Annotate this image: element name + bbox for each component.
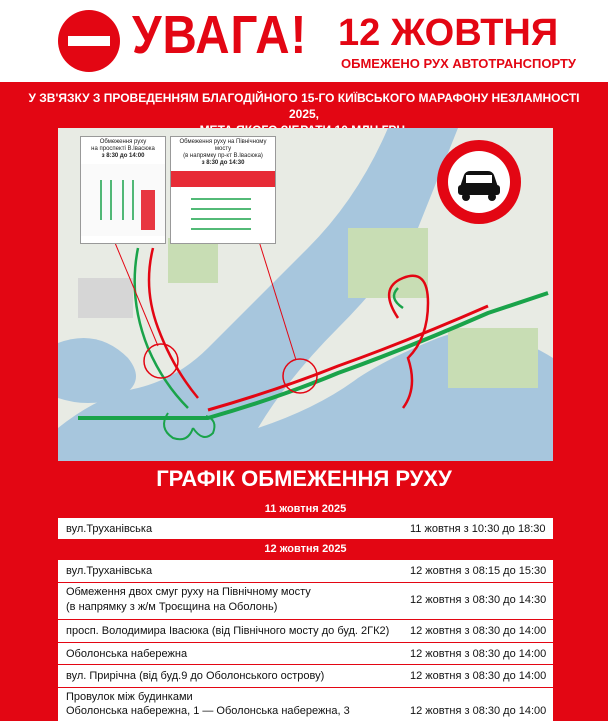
row-place-2: Оболонська набережна, 1 — Оболонська набережна, 3: [66, 705, 350, 717]
inset-ivasyuka-diagram: [81, 160, 165, 236]
table-row: [58, 688, 553, 721]
inset-bridge-line3: з 8:30 до 14:30: [201, 160, 245, 166]
row-place: вул. Прирічна (від буд.9 до Оболонського острову): [66, 670, 325, 682]
inset-ivasyuka-line1: Обмеження руху: [99, 139, 147, 145]
inset-bridge: [170, 136, 276, 244]
lead-line-1: У ЗВ'ЯЗКУ З ПРОВЕДЕННЯМ БЛАГОДІЙНОГО 15-ГО КИЇВСЬКОГО МАРАФОНУ НЕЗЛАМНОСТІ 2025,: [28, 91, 580, 121]
row-time: 12 жовтня з 08:30 до 14:00: [410, 625, 547, 637]
schedule-table: [58, 502, 553, 721]
no-cars-sign-icon: [437, 140, 521, 224]
row-time: 12 жовтня з 08:30 до 14:00: [410, 648, 547, 660]
row-place: просп. Володимира Івасюка (від Північного мосту до буд. 2ГК2): [66, 625, 390, 637]
table-row: [58, 560, 553, 583]
inset-ivasyuka-line3: з 8:30 до 14:00: [101, 153, 145, 159]
header-subtitle: ОБМЕЖЕНО РУХ АВТОТРАНСПОРТУ: [341, 56, 576, 71]
row-place: Обмеження двох смуг руху на Північному мосту: [66, 586, 311, 598]
inset-bridge-line2: (в напрямку пр-кт В.Івасюка): [183, 153, 263, 159]
row-time: 12 жовтня з 08:30 до 14:00: [410, 670, 547, 682]
row-time: 12 жовтня з 08:15 до 15:30: [410, 565, 547, 577]
row-place-2: (в напрямку з ж/м Троєщина на Оболонь): [66, 601, 278, 613]
day-date-1: 11 жовтня 2025: [264, 503, 347, 515]
table-row: [58, 583, 553, 620]
car-icon: [448, 151, 510, 213]
no-entry-icon: [58, 10, 120, 72]
inset-ivasyuka: [80, 136, 166, 244]
row-place: Провулок між будинками: [66, 691, 193, 703]
schedule-title: ГРАФІК ОБМЕЖЕННЯ РУХУ: [156, 466, 452, 491]
day-header-1: [58, 502, 553, 518]
header: [0, 0, 608, 82]
row-place: вул.Труханівська: [66, 523, 153, 535]
inset-bridge-diagram: [171, 167, 275, 243]
row-time: 12 жовтня з 08:30 до 14:30: [410, 594, 547, 606]
table-row: [58, 665, 553, 688]
header-title: УВАГА!: [132, 5, 308, 65]
row-time: 11 жовтня з 10:30 до 18:30: [410, 523, 546, 535]
row-time: 12 жовтня з 08:30 до 14:00: [410, 705, 547, 717]
header-date: 12 ЖОВТНЯ: [338, 12, 559, 54]
row-place: Оболонська набережна: [66, 648, 188, 660]
row-place: вул.Труханівська: [66, 565, 153, 577]
day-date-2: 12 жовтня 2025: [264, 543, 347, 555]
inset-bridge-line1: Обмеження руху на Північному мосту: [179, 139, 267, 152]
table-row: [58, 518, 553, 540]
day-header-2: [58, 540, 553, 560]
table-row: [58, 620, 553, 643]
inset-ivasyuka-line2: на проспекті В.Івасюка: [91, 146, 155, 152]
table-row: [58, 643, 553, 665]
